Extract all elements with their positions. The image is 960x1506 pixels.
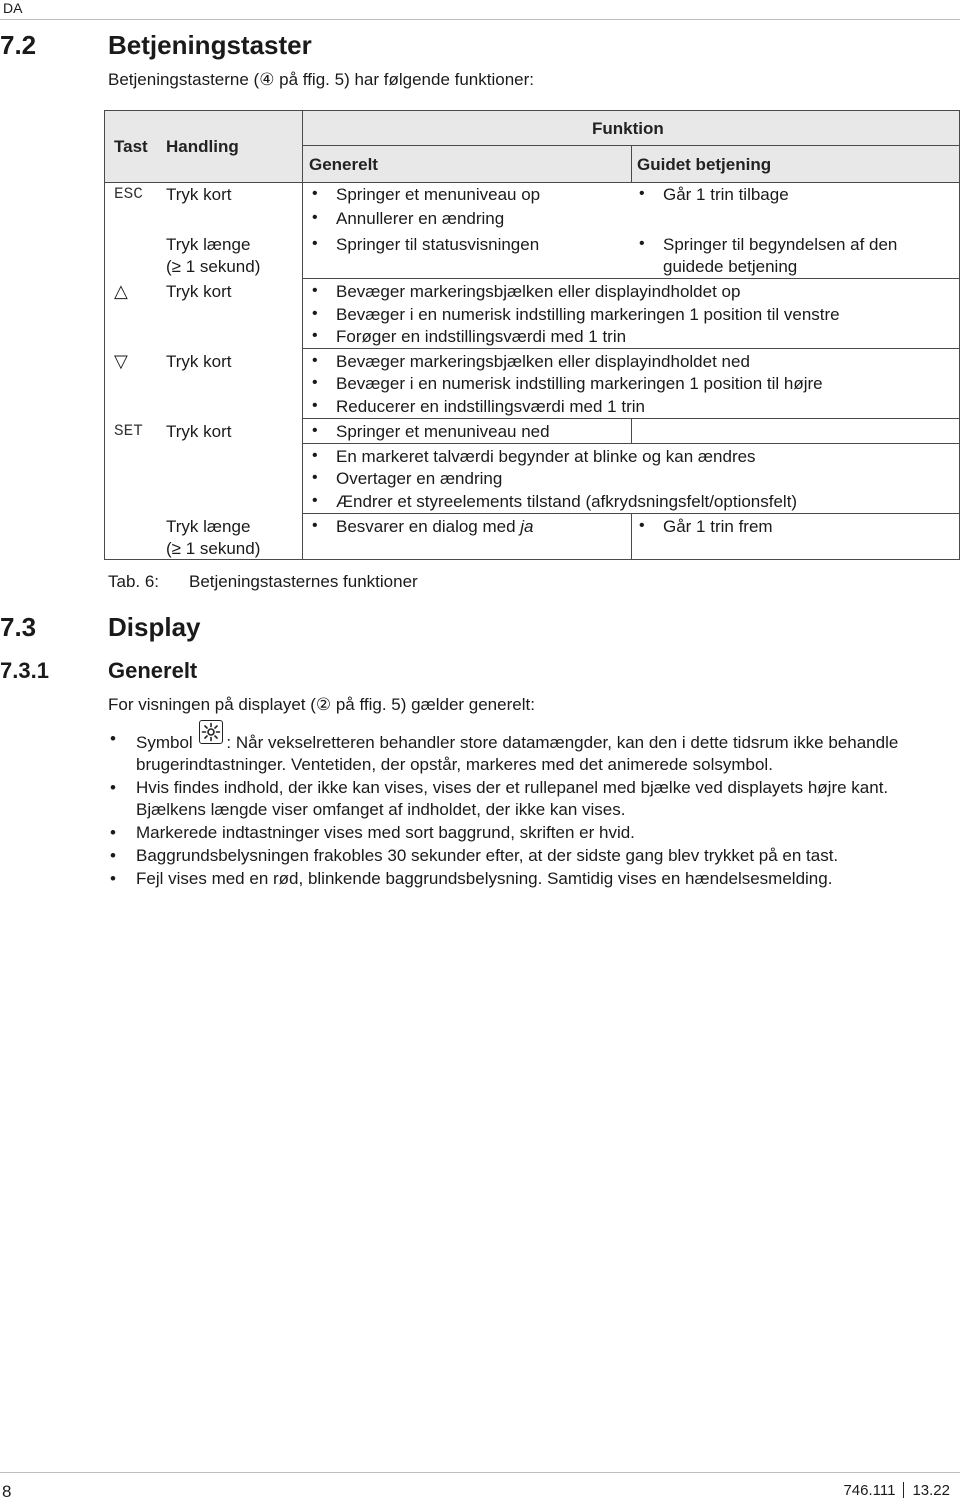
- handling-set-long-2: (≥ 1 sekund): [166, 539, 261, 558]
- handling-esc-long-2: (≥ 1 sekund): [166, 257, 261, 276]
- set-long-guided: • Går 1 trin frem: [663, 516, 773, 538]
- set-long-general-emphasis: ja: [520, 517, 534, 536]
- up-general-1: • Bevæger markeringsbjælken eller displayindholdet op: [336, 281, 740, 303]
- table-col-divider: [302, 110, 303, 560]
- handling-esc-short: Tryk kort: [166, 185, 232, 204]
- section-heading-7-3: [0, 612, 960, 646]
- page-number: 8: [2, 1482, 12, 1501]
- list-item-text: Fejl vises med en rød, blinkende baggrundsbelysning. Samtidig vises en hændelsesmelding.: [136, 869, 833, 888]
- handling-set-long-1: Tryk længe: [166, 517, 251, 536]
- display-rules-list: [108, 728, 938, 891]
- down-general-1: • Bevæger markeringsbjælken eller displayindholdet ned: [336, 351, 750, 373]
- sun-symbol-icon: [199, 720, 223, 744]
- section-number: 7.2: [0, 30, 37, 60]
- set-long-general: [336, 516, 534, 538]
- document-id-separator: [903, 1482, 904, 1498]
- section-heading-7-2: [0, 30, 960, 64]
- table-border-left: [104, 110, 105, 560]
- key-esc: ESC: [114, 185, 143, 203]
- table-caption-text: Betjeningstasternes funktioner: [189, 572, 418, 591]
- esc-short-guided: • Går 1 trin tilbage: [663, 184, 789, 206]
- up-general-2: • Bevæger i en numerisk indstilling markeringen 1 position til venstre: [336, 304, 840, 326]
- header-funktion: Funktion: [592, 119, 664, 138]
- header-divider: [0, 19, 960, 20]
- table-header-bottom: [104, 182, 960, 183]
- esc-short-general-1: • Springer et menuniveau op: [336, 184, 540, 206]
- header-generelt: Generelt: [309, 155, 378, 174]
- esc-long-general: • Springer til statusvisningen: [336, 234, 539, 256]
- footer-divider: [0, 1472, 960, 1473]
- section-intro: Betjeningstasterne (④ på ffig. 5) har følgende funktioner:: [108, 70, 535, 89]
- list-item: [108, 822, 938, 844]
- handling-down-short: Tryk kort: [166, 352, 232, 371]
- list-item: [108, 777, 938, 821]
- down-general-3: • Reducerer en indstillingsværdi med 1 trin: [336, 396, 645, 418]
- list-item: [108, 868, 938, 890]
- key-set: SET: [114, 422, 143, 440]
- list-item-text: Baggrundsbelysningen frakobles 30 sekunder efter, at der sidste gang blev trykket på en tast.: [136, 846, 839, 865]
- table-row-divider: [302, 348, 960, 349]
- section-title: Generelt: [108, 658, 198, 683]
- header-guidet: Guidet betjening: [637, 155, 772, 174]
- handling-set-short: Tryk kort: [166, 422, 232, 441]
- down-general-2: • Bevæger i en numerisk indstilling markeringen 1 position til højre: [336, 373, 823, 395]
- set-general-4: • Ændrer et styreelements tilstand (afkrydsningsfelt/optionsfelt): [336, 491, 797, 513]
- set-general-3: • Overtager en ændring: [336, 468, 502, 490]
- esc-long-guided-2: guidede betjening: [663, 257, 798, 276]
- table-row-divider: [302, 278, 960, 279]
- language-label: DA: [3, 0, 23, 16]
- table-col-divider: [631, 418, 632, 444]
- esc-short-general-2: • Annullerer en ændring: [336, 208, 504, 230]
- set-long-general-text: Besvarer en dialog med: [336, 517, 521, 536]
- header-tast: Tast: [114, 137, 148, 156]
- list-item-text: Markerede indtastninger vises med sort baggrund, skriften er hvid.: [136, 823, 635, 842]
- esc-long-guided-1: • Springer til begyndelsen af den: [663, 234, 897, 256]
- section-intro: For visningen på displayet (② på ffig. 5) gælder generelt:: [108, 695, 535, 714]
- table-col-divider: [631, 145, 632, 183]
- up-general-3: • Forøger en indstillingsværdi med 1 trin: [336, 326, 626, 348]
- table-caption-label: Tab. 6:: [108, 572, 160, 591]
- table-col-divider: [631, 513, 632, 560]
- section-number: 7.3: [0, 612, 37, 642]
- section-heading-7-3-1: [0, 658, 960, 686]
- section-title: Betjeningstaster: [108, 30, 312, 60]
- handling-esc-long-1: Tryk længe: [166, 235, 251, 254]
- key-functions-table: [104, 110, 960, 560]
- up-arrow-icon: △: [114, 281, 128, 301]
- document-id: [843, 1482, 950, 1499]
- document-number: 746.111: [843, 1482, 896, 1499]
- table-border-top: [104, 110, 960, 111]
- set-general-2: • En markeret talværdi begynder at blinke og kan ændres: [336, 446, 756, 468]
- section-title: Display: [108, 612, 201, 642]
- handling-up-short: Tryk kort: [166, 282, 232, 301]
- header-handling: Handling: [166, 137, 239, 156]
- document-version: 13.22: [912, 1482, 950, 1499]
- section-number: 7.3.1: [0, 658, 49, 683]
- set-short-general: • Springer et menuniveau ned: [336, 421, 550, 443]
- list-item: [108, 728, 938, 776]
- list-item-text: : Når vekselretteren behandler store datamængder, kan den i dette tidsrum ikke behandle brugerindtastninger. Ventetiden, der opstår, markeres med det animerede solsymbol.: [136, 733, 899, 774]
- down-arrow-icon: ▽: [114, 351, 128, 371]
- list-item-text: Symbol: [136, 733, 198, 752]
- list-item: [108, 845, 938, 867]
- list-item-text: Hvis findes indhold, der ikke kan vises, vises der et rullepanel med bjælke ved displayets højre kant. Bjælkens længde viser omfanget af indholdet, der ikke kan vises.: [136, 778, 889, 819]
